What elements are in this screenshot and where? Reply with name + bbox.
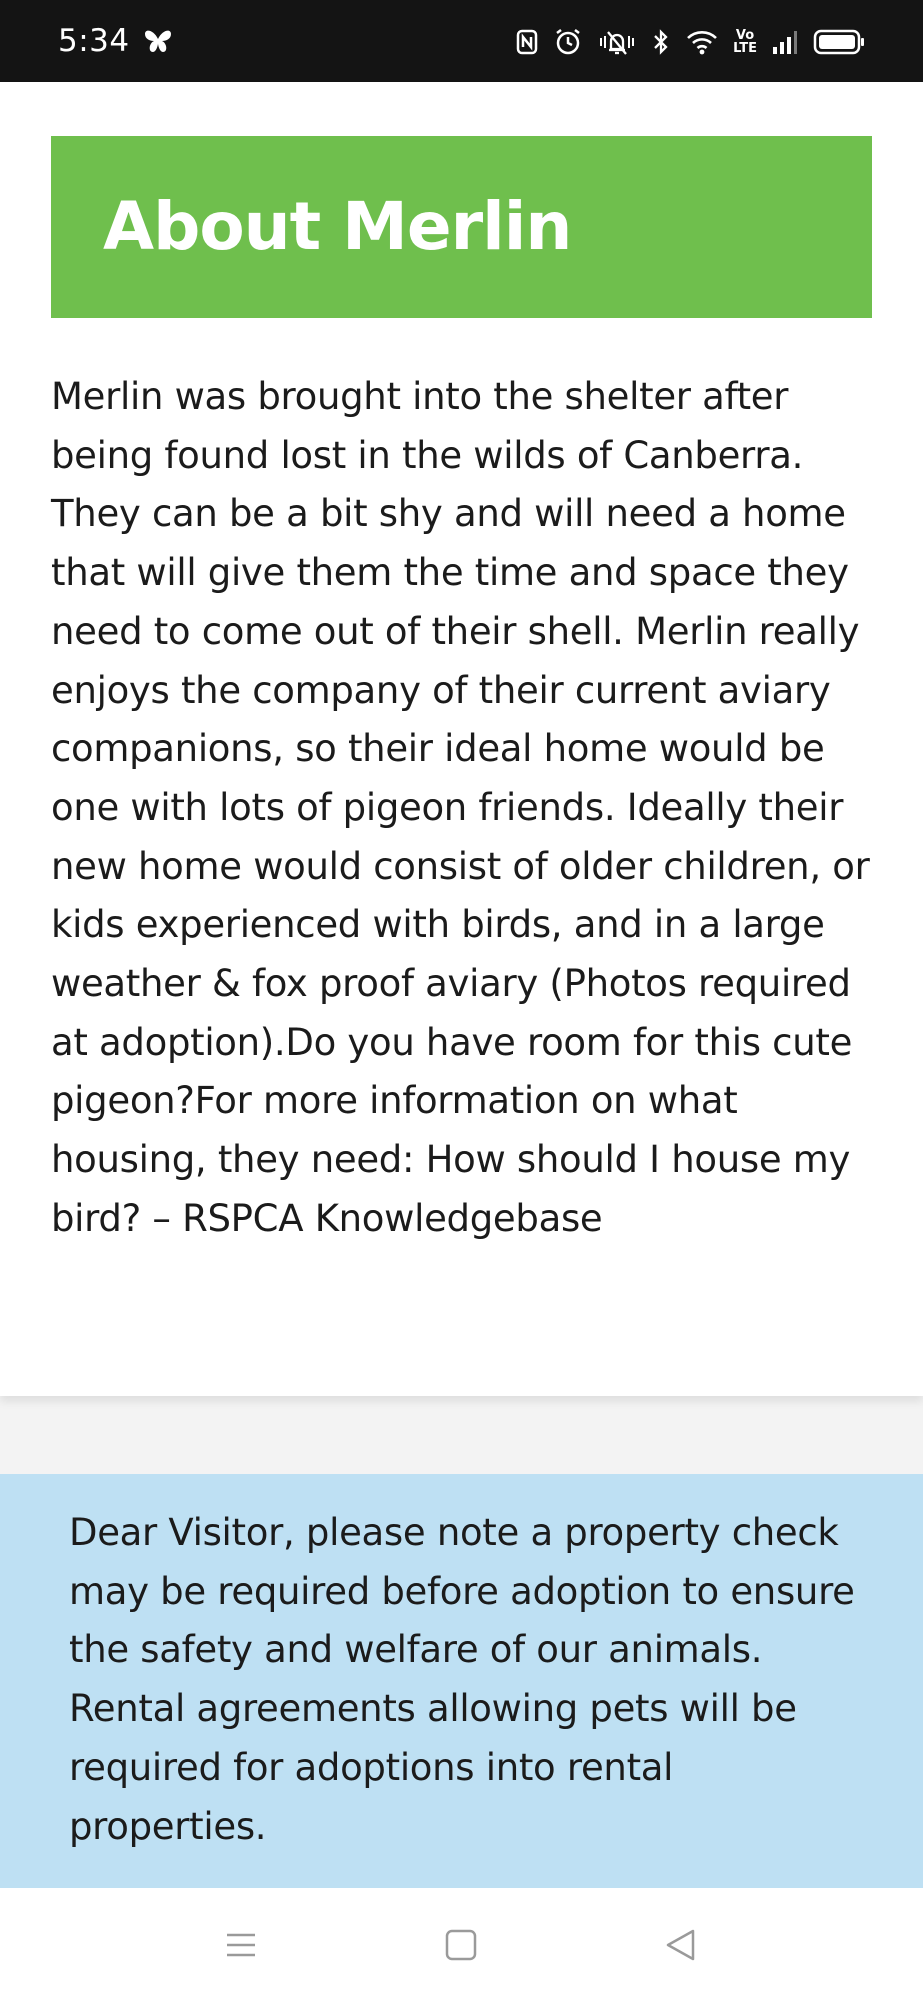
home-button[interactable] [438, 1922, 484, 1968]
menu-button[interactable] [218, 1922, 264, 1968]
title-banner [51, 136, 872, 318]
bluetooth-icon [651, 27, 671, 57]
page-title: About Merlin [103, 188, 572, 265]
navigation-bar [0, 1888, 923, 2000]
status-icons [515, 22, 865, 62]
visitor-notice [0, 1474, 923, 1888]
status-bar [0, 0, 923, 82]
back-button[interactable] [658, 1922, 704, 1968]
home-icon [443, 1927, 479, 1963]
nfc-icon [515, 28, 539, 56]
about-card [0, 82, 923, 1396]
volte-icon [733, 29, 757, 55]
back-icon [663, 1927, 699, 1963]
battery-icon [813, 27, 865, 57]
about-description [51, 368, 881, 1249]
vibrate-icon [597, 27, 637, 57]
status-time: 5:34 [58, 23, 130, 59]
butterfly-icon [143, 26, 173, 56]
signal-icon [771, 28, 799, 56]
volte-label-bottom: LTE [733, 41, 757, 56]
wifi-icon [685, 27, 719, 57]
housing-knowledgebase-link[interactable]: How should I house my bird? – RSPCA Knowledgebase [51, 1138, 851, 1240]
visitor-notice-text: Dear Visitor, please note a property check may be required before adoption to ensure the safety and welfare of our animals. Rental agreements allowing pets will be required for adoptions into rental properties. [69, 1511, 855, 1848]
about-body-text: Merlin was brought into the shelter after being found lost in the wilds of Canberra. They can be a bit shy and will need a home that will give them the time and space they need to come out of their shell. Merlin really enjoys the company of their current aviary companions, so their ideal home would be one with lots of pigeon friends. Ideally their new home would consist of older children, or kids experienced with birds, and in a large weather & fox proof aviary (Photos required at adoption).Do you have room for this cute pigeon?For more information on what housing, they need: [51, 375, 870, 1182]
volte-label-top: Vo [735, 28, 755, 43]
menu-icon [223, 1927, 259, 1963]
alarm-icon [553, 27, 583, 57]
